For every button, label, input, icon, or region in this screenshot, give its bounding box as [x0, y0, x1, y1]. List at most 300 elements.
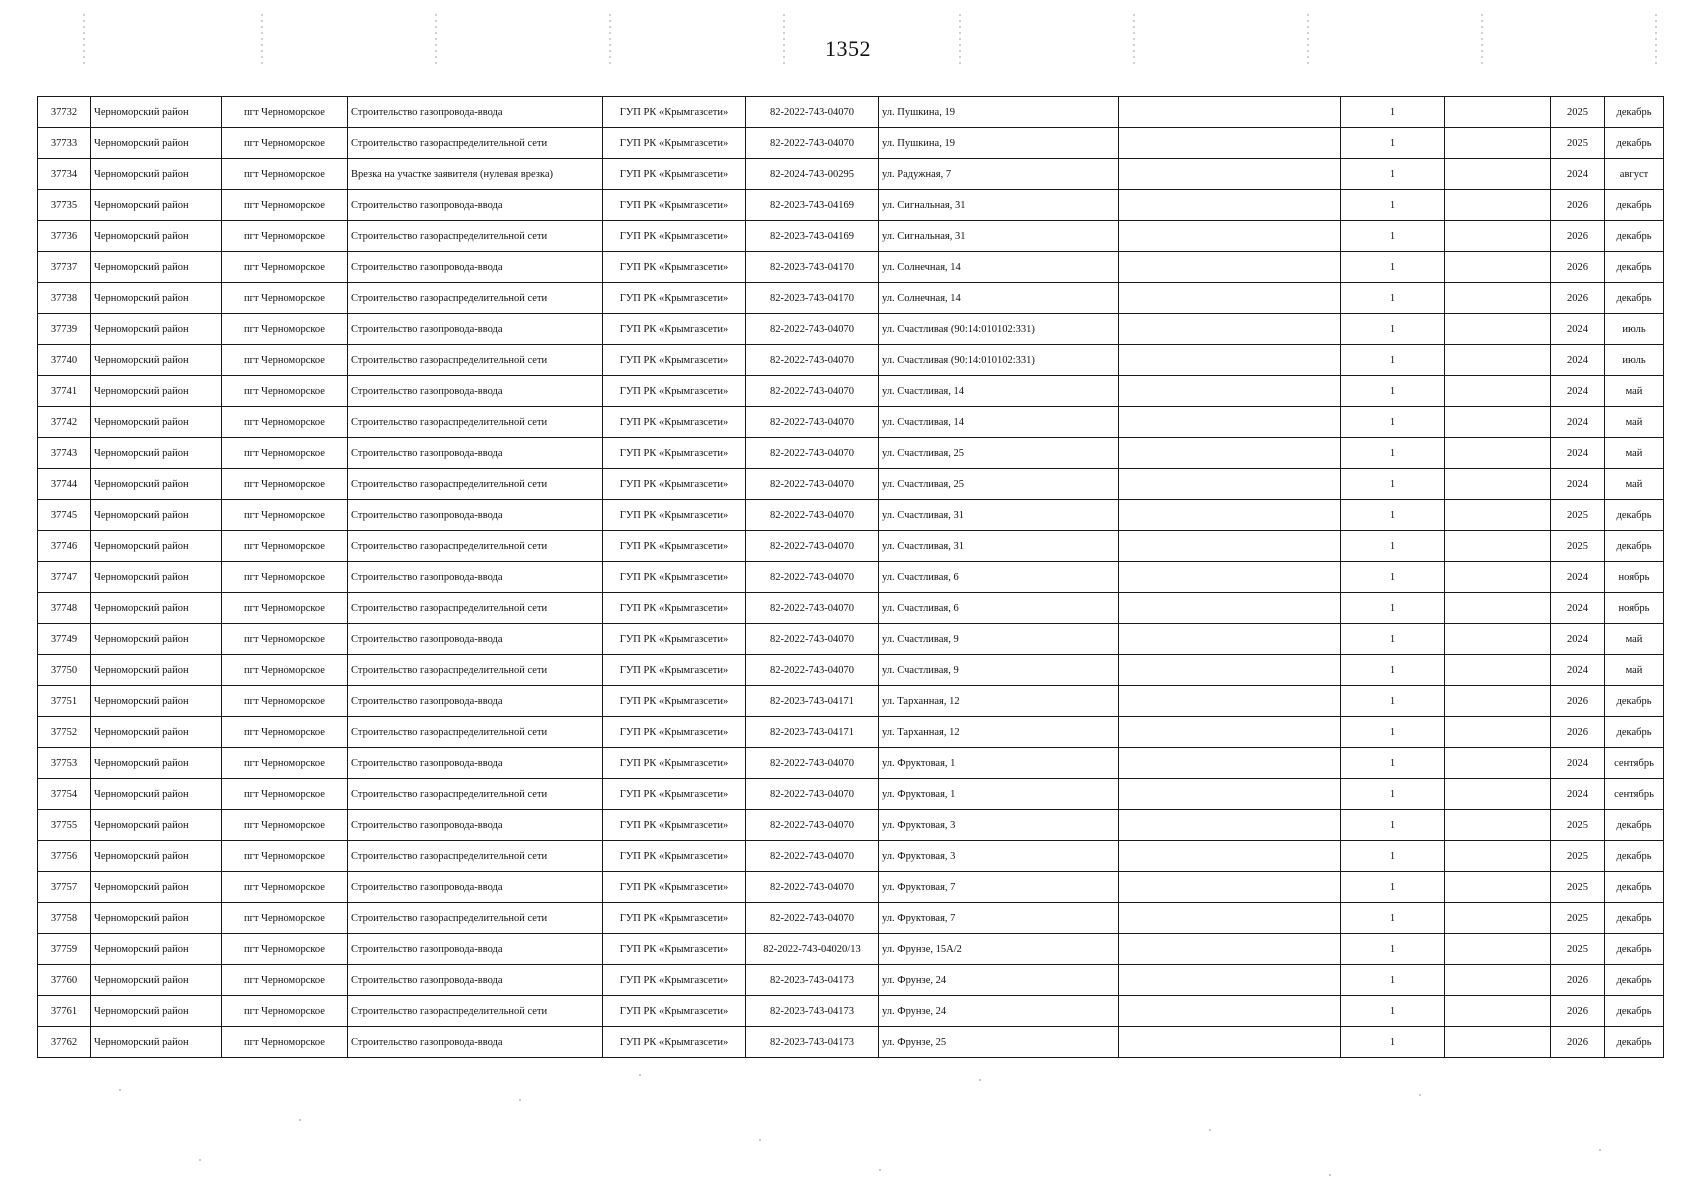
district-cell: Черноморский район	[91, 903, 222, 934]
table-row	[38, 190, 1664, 221]
month-cell: декабрь	[1605, 190, 1664, 221]
row-number: 37746	[38, 531, 91, 562]
month-cell: декабрь	[1605, 97, 1664, 128]
organization-cell: ГУП РК «Крымгазсети»	[603, 407, 746, 438]
organization-cell: ГУП РК «Крымгазсети»	[603, 1027, 746, 1058]
year-cell: 2025	[1551, 97, 1605, 128]
table-body	[38, 97, 1664, 1058]
address-cell: ул. Счастливая, 25	[879, 438, 1119, 469]
blank-cell	[1445, 996, 1551, 1027]
month-cell: ноябрь	[1605, 562, 1664, 593]
year-cell: 2024	[1551, 376, 1605, 407]
year-cell: 2026	[1551, 965, 1605, 996]
extra-cell	[1119, 686, 1341, 717]
quantity-cell: 1	[1341, 872, 1445, 903]
district-cell: Черноморский район	[91, 531, 222, 562]
code-cell: 82-2022-743-04070	[746, 469, 879, 500]
table-row	[38, 345, 1664, 376]
locality-cell: пгт Черноморское	[222, 376, 348, 407]
month-cell: сентябрь	[1605, 779, 1664, 810]
extra-cell	[1119, 562, 1341, 593]
address-cell: ул. Сигнальная, 31	[879, 190, 1119, 221]
blank-cell	[1445, 655, 1551, 686]
quantity-cell: 1	[1341, 190, 1445, 221]
code-cell: 82-2024-743-00295	[746, 159, 879, 190]
extra-cell	[1119, 190, 1341, 221]
address-cell: ул. Счастливая, 9	[879, 624, 1119, 655]
blank-cell	[1445, 500, 1551, 531]
locality-cell: пгт Черноморское	[222, 159, 348, 190]
locality-cell: пгт Черноморское	[222, 221, 348, 252]
organization-cell: ГУП РК «Крымгазсети»	[603, 717, 746, 748]
work-type-cell: Строительство газопровода-ввода	[348, 190, 603, 221]
work-type-cell: Строительство газораспределительной сети	[348, 996, 603, 1027]
quantity-cell: 1	[1341, 376, 1445, 407]
organization-cell: ГУП РК «Крымгазсети»	[603, 97, 746, 128]
extra-cell	[1119, 810, 1341, 841]
address-cell: ул. Счастливая, 31	[879, 500, 1119, 531]
month-cell: июль	[1605, 345, 1664, 376]
locality-cell: пгт Черноморское	[222, 717, 348, 748]
row-number: 37749	[38, 624, 91, 655]
table-row	[38, 314, 1664, 345]
year-cell: 2026	[1551, 1027, 1605, 1058]
address-cell: ул. Фруктовая, 3	[879, 810, 1119, 841]
code-cell: 82-2023-743-04173	[746, 996, 879, 1027]
extra-cell	[1119, 438, 1341, 469]
locality-cell: пгт Черноморское	[222, 345, 348, 376]
blank-cell	[1445, 314, 1551, 345]
address-cell: ул. Солнечная, 14	[879, 252, 1119, 283]
code-cell: 82-2022-743-04070	[746, 748, 879, 779]
row-number: 37754	[38, 779, 91, 810]
address-cell: ул. Счастливая, 31	[879, 531, 1119, 562]
district-cell: Черноморский район	[91, 717, 222, 748]
organization-cell: ГУП РК «Крымгазсети»	[603, 748, 746, 779]
extra-cell	[1119, 376, 1341, 407]
code-cell: 82-2022-743-04070	[746, 531, 879, 562]
locality-cell: пгт Черноморское	[222, 562, 348, 593]
extra-cell	[1119, 872, 1341, 903]
quantity-cell: 1	[1341, 407, 1445, 438]
address-cell: ул. Счастливая, 25	[879, 469, 1119, 500]
quantity-cell: 1	[1341, 996, 1445, 1027]
code-cell: 82-2022-743-04070	[746, 655, 879, 686]
year-cell: 2026	[1551, 221, 1605, 252]
locality-cell: пгт Черноморское	[222, 934, 348, 965]
table-row	[38, 438, 1664, 469]
row-number: 37743	[38, 438, 91, 469]
month-cell: декабрь	[1605, 841, 1664, 872]
locality-cell: пгт Черноморское	[222, 469, 348, 500]
table-row	[38, 779, 1664, 810]
code-cell: 82-2022-743-04070	[746, 841, 879, 872]
row-number: 37741	[38, 376, 91, 407]
quantity-cell: 1	[1341, 283, 1445, 314]
month-cell: декабрь	[1605, 283, 1664, 314]
month-cell: декабрь	[1605, 1027, 1664, 1058]
row-number: 37734	[38, 159, 91, 190]
year-cell: 2025	[1551, 903, 1605, 934]
month-cell: декабрь	[1605, 221, 1664, 252]
work-type-cell: Строительство газопровода-ввода	[348, 1027, 603, 1058]
work-type-cell: Строительство газораспределительной сети	[348, 283, 603, 314]
quantity-cell: 1	[1341, 1027, 1445, 1058]
district-cell: Черноморский район	[91, 469, 222, 500]
address-cell: ул. Пушкина, 19	[879, 128, 1119, 159]
row-number: 37751	[38, 686, 91, 717]
district-cell: Черноморский район	[91, 624, 222, 655]
district-cell: Черноморский район	[91, 500, 222, 531]
code-cell: 82-2023-743-04171	[746, 717, 879, 748]
organization-cell: ГУП РК «Крымгазсети»	[603, 221, 746, 252]
address-cell: ул. Радужная, 7	[879, 159, 1119, 190]
organization-cell: ГУП РК «Крымгазсети»	[603, 562, 746, 593]
table-row	[38, 965, 1664, 996]
address-cell: ул. Фрунзе, 25	[879, 1027, 1119, 1058]
row-number: 37737	[38, 252, 91, 283]
work-type-cell: Строительство газораспределительной сети	[348, 128, 603, 159]
locality-cell: пгт Черноморское	[222, 748, 348, 779]
blank-cell	[1445, 748, 1551, 779]
table-row	[38, 283, 1664, 314]
quantity-cell: 1	[1341, 841, 1445, 872]
year-cell: 2025	[1551, 531, 1605, 562]
year-cell: 2024	[1551, 624, 1605, 655]
quantity-cell: 1	[1341, 655, 1445, 686]
year-cell: 2026	[1551, 996, 1605, 1027]
table-row	[38, 128, 1664, 159]
work-type-cell: Строительство газораспределительной сети	[348, 779, 603, 810]
work-type-cell: Строительство газопровода-ввода	[348, 748, 603, 779]
locality-cell: пгт Черноморское	[222, 593, 348, 624]
year-cell: 2025	[1551, 934, 1605, 965]
month-cell: май	[1605, 469, 1664, 500]
month-cell: май	[1605, 624, 1664, 655]
quantity-cell: 1	[1341, 593, 1445, 624]
extra-cell	[1119, 779, 1341, 810]
table-row	[38, 376, 1664, 407]
year-cell: 2024	[1551, 438, 1605, 469]
blank-cell	[1445, 97, 1551, 128]
row-number: 37761	[38, 996, 91, 1027]
code-cell: 82-2023-743-04169	[746, 221, 879, 252]
year-cell: 2024	[1551, 314, 1605, 345]
district-cell: Черноморский район	[91, 934, 222, 965]
locality-cell: пгт Черноморское	[222, 841, 348, 872]
locality-cell: пгт Черноморское	[222, 624, 348, 655]
district-cell: Черноморский район	[91, 314, 222, 345]
locality-cell: пгт Черноморское	[222, 97, 348, 128]
row-number: 37760	[38, 965, 91, 996]
address-cell: ул. Фруктовая, 1	[879, 748, 1119, 779]
extra-cell	[1119, 1027, 1341, 1058]
quantity-cell: 1	[1341, 686, 1445, 717]
blank-cell	[1445, 779, 1551, 810]
organization-cell: ГУП РК «Крымгазсети»	[603, 500, 746, 531]
quantity-cell: 1	[1341, 500, 1445, 531]
table-row	[38, 97, 1664, 128]
row-number: 37744	[38, 469, 91, 500]
row-number: 37757	[38, 872, 91, 903]
quantity-cell: 1	[1341, 252, 1445, 283]
district-cell: Черноморский район	[91, 438, 222, 469]
district-cell: Черноморский район	[91, 996, 222, 1027]
locality-cell: пгт Черноморское	[222, 686, 348, 717]
organization-cell: ГУП РК «Крымгазсети»	[603, 779, 746, 810]
extra-cell	[1119, 159, 1341, 190]
year-cell: 2026	[1551, 686, 1605, 717]
row-number: 37732	[38, 97, 91, 128]
district-cell: Черноморский район	[91, 593, 222, 624]
code-cell: 82-2022-743-04070	[746, 500, 879, 531]
organization-cell: ГУП РК «Крымгазсети»	[603, 376, 746, 407]
work-type-cell: Строительство газопровода-ввода	[348, 934, 603, 965]
month-cell: август	[1605, 159, 1664, 190]
table-row	[38, 624, 1664, 655]
code-cell: 82-2022-743-04070	[746, 376, 879, 407]
work-type-cell: Строительство газораспределительной сети	[348, 593, 603, 624]
month-cell: май	[1605, 376, 1664, 407]
row-number: 37742	[38, 407, 91, 438]
address-cell: ул. Фрунзе, 24	[879, 996, 1119, 1027]
extra-cell	[1119, 283, 1341, 314]
extra-cell	[1119, 996, 1341, 1027]
quantity-cell: 1	[1341, 562, 1445, 593]
code-cell: 82-2022-743-04070	[746, 779, 879, 810]
quantity-cell: 1	[1341, 903, 1445, 934]
code-cell: 82-2023-743-04173	[746, 965, 879, 996]
blank-cell	[1445, 965, 1551, 996]
row-number: 37733	[38, 128, 91, 159]
district-cell: Черноморский район	[91, 407, 222, 438]
blank-cell	[1445, 438, 1551, 469]
extra-cell	[1119, 655, 1341, 686]
locality-cell: пгт Черноморское	[222, 252, 348, 283]
district-cell: Черноморский район	[91, 376, 222, 407]
extra-cell	[1119, 345, 1341, 376]
row-number: 37753	[38, 748, 91, 779]
quantity-cell: 1	[1341, 159, 1445, 190]
row-number: 37740	[38, 345, 91, 376]
locality-cell: пгт Черноморское	[222, 500, 348, 531]
blank-cell	[1445, 531, 1551, 562]
district-cell: Черноморский район	[91, 283, 222, 314]
quantity-cell: 1	[1341, 221, 1445, 252]
work-type-cell: Строительство газораспределительной сети	[348, 841, 603, 872]
table-row	[38, 655, 1664, 686]
district-cell: Черноморский район	[91, 97, 222, 128]
table-row	[38, 686, 1664, 717]
extra-cell	[1119, 500, 1341, 531]
work-type-cell: Строительство газопровода-ввода	[348, 438, 603, 469]
extra-cell	[1119, 624, 1341, 655]
locality-cell: пгт Черноморское	[222, 903, 348, 934]
year-cell: 2024	[1551, 407, 1605, 438]
district-cell: Черноморский район	[91, 128, 222, 159]
extra-cell	[1119, 531, 1341, 562]
quantity-cell: 1	[1341, 934, 1445, 965]
table-row	[38, 934, 1664, 965]
organization-cell: ГУП РК «Крымгазсети»	[603, 345, 746, 376]
district-cell: Черноморский район	[91, 190, 222, 221]
extra-cell	[1119, 407, 1341, 438]
year-cell: 2024	[1551, 159, 1605, 190]
code-cell: 82-2022-743-04020/13	[746, 934, 879, 965]
row-number: 37739	[38, 314, 91, 345]
year-cell: 2026	[1551, 717, 1605, 748]
address-cell: ул. Фруктовая, 1	[879, 779, 1119, 810]
blank-cell	[1445, 934, 1551, 965]
row-number: 37735	[38, 190, 91, 221]
district-cell: Черноморский район	[91, 872, 222, 903]
district-cell: Черноморский район	[91, 221, 222, 252]
work-type-cell: Строительство газораспределительной сети	[348, 469, 603, 500]
address-cell: ул. Фруктовая, 7	[879, 903, 1119, 934]
blank-cell	[1445, 903, 1551, 934]
locality-cell: пгт Черноморское	[222, 128, 348, 159]
district-cell: Черноморский район	[91, 965, 222, 996]
work-type-cell: Строительство газораспределительной сети	[348, 531, 603, 562]
extra-cell	[1119, 97, 1341, 128]
locality-cell: пгт Черноморское	[222, 965, 348, 996]
code-cell: 82-2022-743-04070	[746, 438, 879, 469]
address-cell: ул. Тарханная, 12	[879, 717, 1119, 748]
month-cell: декабрь	[1605, 128, 1664, 159]
month-cell: июль	[1605, 314, 1664, 345]
table-row	[38, 903, 1664, 934]
organization-cell: ГУП РК «Крымгазсети»	[603, 159, 746, 190]
organization-cell: ГУП РК «Крымгазсети»	[603, 531, 746, 562]
code-cell: 82-2022-743-04070	[746, 345, 879, 376]
month-cell: май	[1605, 438, 1664, 469]
locality-cell: пгт Черноморское	[222, 190, 348, 221]
row-number: 37750	[38, 655, 91, 686]
organization-cell: ГУП РК «Крымгазсети»	[603, 996, 746, 1027]
blank-cell	[1445, 593, 1551, 624]
work-type-cell: Строительство газопровода-ввода	[348, 376, 603, 407]
address-cell: ул. Фрунзе, 15А/2	[879, 934, 1119, 965]
work-type-cell: Строительство газопровода-ввода	[348, 97, 603, 128]
address-cell: ул. Счастливая, 9	[879, 655, 1119, 686]
locality-cell: пгт Черноморское	[222, 531, 348, 562]
year-cell: 2026	[1551, 252, 1605, 283]
work-type-cell: Строительство газораспределительной сети	[348, 717, 603, 748]
month-cell: май	[1605, 655, 1664, 686]
quantity-cell: 1	[1341, 438, 1445, 469]
address-cell: ул. Счастливая, 14	[879, 376, 1119, 407]
quantity-cell: 1	[1341, 97, 1445, 128]
month-cell: декабрь	[1605, 965, 1664, 996]
code-cell: 82-2023-743-04169	[746, 190, 879, 221]
blank-cell	[1445, 562, 1551, 593]
address-cell: ул. Фрунзе, 24	[879, 965, 1119, 996]
blank-cell	[1445, 376, 1551, 407]
work-type-cell: Строительство газопровода-ввода	[348, 965, 603, 996]
district-cell: Черноморский район	[91, 748, 222, 779]
quantity-cell: 1	[1341, 779, 1445, 810]
quantity-cell: 1	[1341, 531, 1445, 562]
district-cell: Черноморский район	[91, 686, 222, 717]
table-row	[38, 159, 1664, 190]
code-cell: 82-2023-743-04170	[746, 252, 879, 283]
year-cell: 2025	[1551, 128, 1605, 159]
address-cell: ул. Пушкина, 19	[879, 97, 1119, 128]
address-cell: ул. Солнечная, 14	[879, 283, 1119, 314]
month-cell: декабрь	[1605, 903, 1664, 934]
work-type-cell: Строительство газораспределительной сети	[348, 655, 603, 686]
code-cell: 82-2023-743-04170	[746, 283, 879, 314]
quantity-cell: 1	[1341, 748, 1445, 779]
blank-cell	[1445, 686, 1551, 717]
organization-cell: ГУП РК «Крымгазсети»	[603, 252, 746, 283]
address-cell: ул. Счастливая (90:14:010102:331)	[879, 314, 1119, 345]
month-cell: декабрь	[1605, 686, 1664, 717]
month-cell: декабрь	[1605, 717, 1664, 748]
code-cell: 82-2023-743-04173	[746, 1027, 879, 1058]
blank-cell	[1445, 159, 1551, 190]
extra-cell	[1119, 748, 1341, 779]
locality-cell: пгт Черноморское	[222, 810, 348, 841]
extra-cell	[1119, 128, 1341, 159]
table-row	[38, 407, 1664, 438]
year-cell: 2024	[1551, 655, 1605, 686]
organization-cell: ГУП РК «Крымгазсети»	[603, 438, 746, 469]
blank-cell	[1445, 128, 1551, 159]
quantity-cell: 1	[1341, 128, 1445, 159]
organization-cell: ГУП РК «Крымгазсети»	[603, 128, 746, 159]
row-number: 37748	[38, 593, 91, 624]
row-number: 37758	[38, 903, 91, 934]
table-row	[38, 841, 1664, 872]
code-cell: 82-2022-743-04070	[746, 593, 879, 624]
locality-cell: пгт Черноморское	[222, 779, 348, 810]
district-cell: Черноморский район	[91, 779, 222, 810]
work-type-cell: Строительство газопровода-ввода	[348, 624, 603, 655]
blank-cell	[1445, 221, 1551, 252]
code-cell: 82-2022-743-04070	[746, 407, 879, 438]
locality-cell: пгт Черноморское	[222, 314, 348, 345]
page-number: 1352	[825, 36, 871, 61]
blank-cell	[1445, 841, 1551, 872]
year-cell: 2026	[1551, 190, 1605, 221]
organization-cell: ГУП РК «Крымгазсети»	[603, 469, 746, 500]
year-cell: 2025	[1551, 872, 1605, 903]
work-type-cell: Строительство газораспределительной сети	[348, 221, 603, 252]
organization-cell: ГУП РК «Крымгазсети»	[603, 934, 746, 965]
locality-cell: пгт Черноморское	[222, 996, 348, 1027]
blank-cell	[1445, 345, 1551, 376]
organization-cell: ГУП РК «Крымгазсети»	[603, 314, 746, 345]
district-cell: Черноморский район	[91, 841, 222, 872]
locality-cell: пгт Черноморское	[222, 438, 348, 469]
year-cell: 2025	[1551, 500, 1605, 531]
row-number: 37756	[38, 841, 91, 872]
blank-cell	[1445, 190, 1551, 221]
code-cell: 82-2022-743-04070	[746, 903, 879, 934]
extra-cell	[1119, 252, 1341, 283]
extra-cell	[1119, 593, 1341, 624]
district-cell: Черноморский район	[91, 562, 222, 593]
quantity-cell: 1	[1341, 314, 1445, 345]
table-row	[38, 252, 1664, 283]
locality-cell: пгт Черноморское	[222, 283, 348, 314]
row-number: 37762	[38, 1027, 91, 1058]
row-number: 37752	[38, 717, 91, 748]
code-cell: 82-2022-743-04070	[746, 872, 879, 903]
address-cell: ул. Сигнальная, 31	[879, 221, 1119, 252]
row-number: 37738	[38, 283, 91, 314]
